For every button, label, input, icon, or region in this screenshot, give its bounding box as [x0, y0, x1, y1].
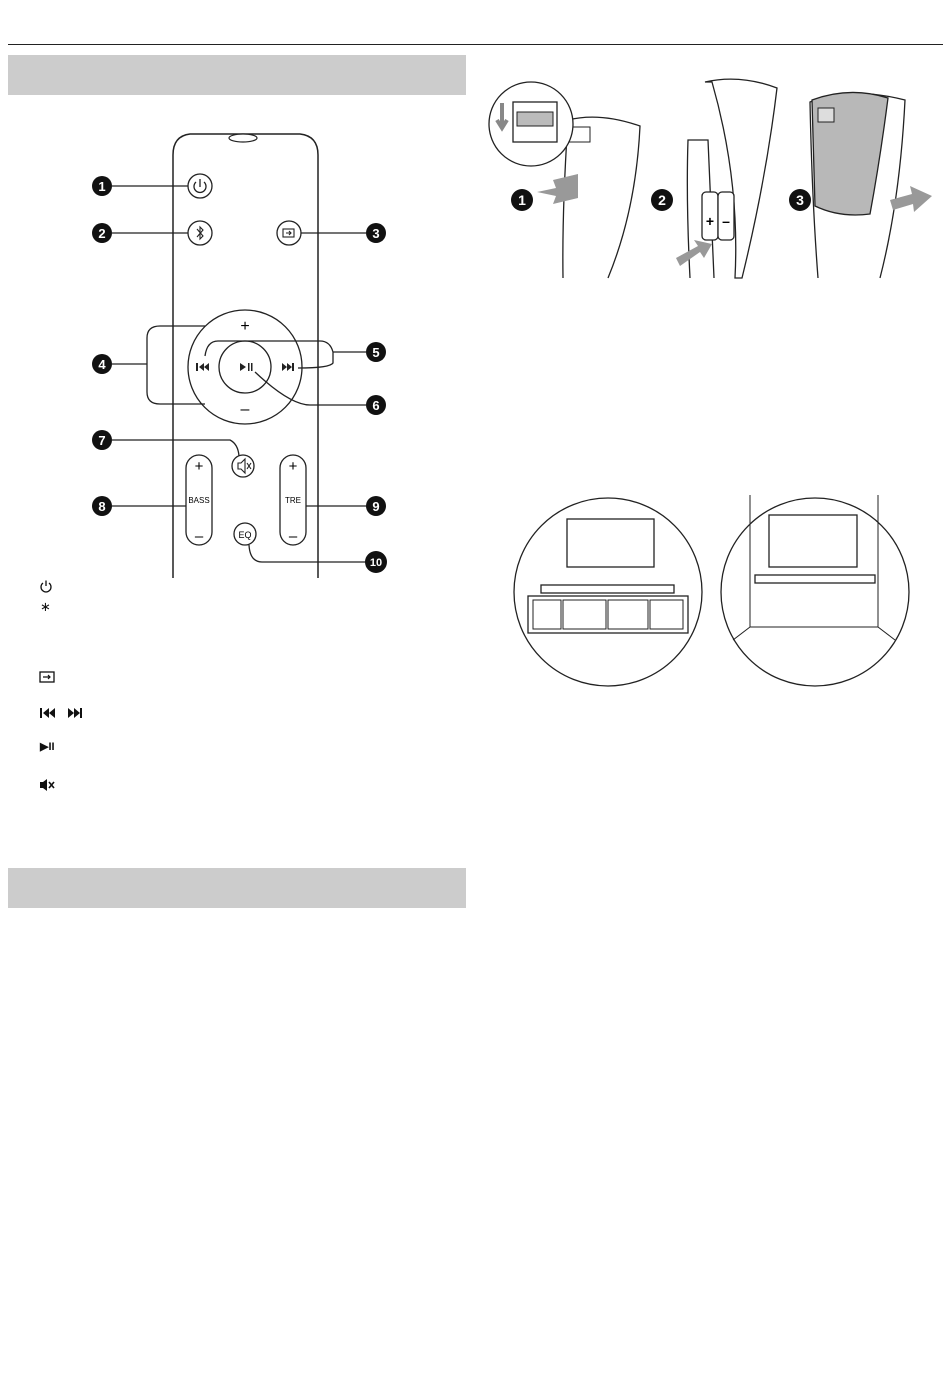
- callout-8: [92, 496, 112, 516]
- svg-text:7: 7: [98, 433, 106, 448]
- section-header-bar-2: [8, 868, 466, 908]
- callout-6: [366, 395, 386, 415]
- svg-text:8: 8: [98, 499, 106, 514]
- callout-1: [92, 176, 112, 196]
- battery-install-diagram: [480, 72, 950, 282]
- legend-prev-next-icon: [39, 706, 89, 720]
- step2-cover: [705, 79, 777, 278]
- soundbar-left: [541, 585, 674, 593]
- svg-text:6: 6: [372, 398, 380, 413]
- tv-screen-right: [769, 515, 857, 567]
- legend-mute-icon: [39, 778, 57, 792]
- section-header-bar-remote: [8, 55, 466, 95]
- treble-plus-label: +: [288, 458, 298, 475]
- bass-label: BASS: [188, 496, 210, 505]
- svg-text:5: 5: [372, 345, 380, 360]
- eq-label: EQ: [238, 530, 252, 540]
- mute-button: [232, 455, 254, 477]
- svg-text:4: 4: [98, 357, 106, 372]
- soundbar-right: [755, 575, 875, 583]
- svg-text:2: 2: [658, 192, 666, 208]
- callout-10: [365, 551, 387, 573]
- bass-plus-label: +: [194, 458, 204, 475]
- callout-5: [366, 342, 386, 362]
- placement-wall-mount: [721, 495, 909, 686]
- svg-text:1: 1: [98, 179, 106, 194]
- step1-callout: [511, 189, 533, 211]
- legend-bluetooth-row: [40, 600, 51, 614]
- legend-power-icon: [39, 579, 53, 593]
- svg-text:9: 9: [372, 499, 380, 514]
- step2-callout: [651, 189, 673, 211]
- step2-minus-sign: –: [722, 213, 730, 229]
- callout-2: [92, 223, 112, 243]
- legend-bluetooth-icon: ∗: [40, 599, 51, 614]
- volume-up-label: +: [240, 318, 250, 335]
- callout-7: [92, 430, 112, 450]
- svg-text:10: 10: [369, 557, 383, 569]
- legend-play-pause-row: [40, 740, 55, 754]
- placement-on-stand: [514, 498, 702, 686]
- placement-diagram: [510, 490, 915, 690]
- bass-minus-label: –: [194, 528, 204, 545]
- step2-plus-sign: +: [705, 213, 715, 229]
- svg-text:3: 3: [796, 192, 804, 208]
- remote-control-diagram: [0, 100, 470, 580]
- treble-label: TRE: [285, 496, 301, 505]
- top-rule: [8, 44, 943, 45]
- svg-text:1: 1: [518, 192, 526, 208]
- callout-3: [366, 223, 386, 243]
- callout-4: [92, 354, 112, 374]
- legend-play-pause-icon: ▶II: [40, 741, 55, 753]
- step3-callout: [789, 189, 811, 211]
- tv-screen-left: [567, 519, 654, 567]
- svg-text:2: 2: [98, 226, 106, 241]
- treble-minus-label: –: [288, 528, 298, 545]
- volume-down-label: –: [240, 401, 250, 418]
- svg-text:3: 3: [372, 226, 380, 241]
- legend-source-icon: [39, 670, 57, 684]
- remote-top-emitter: [229, 134, 257, 142]
- callout-9: [366, 496, 386, 516]
